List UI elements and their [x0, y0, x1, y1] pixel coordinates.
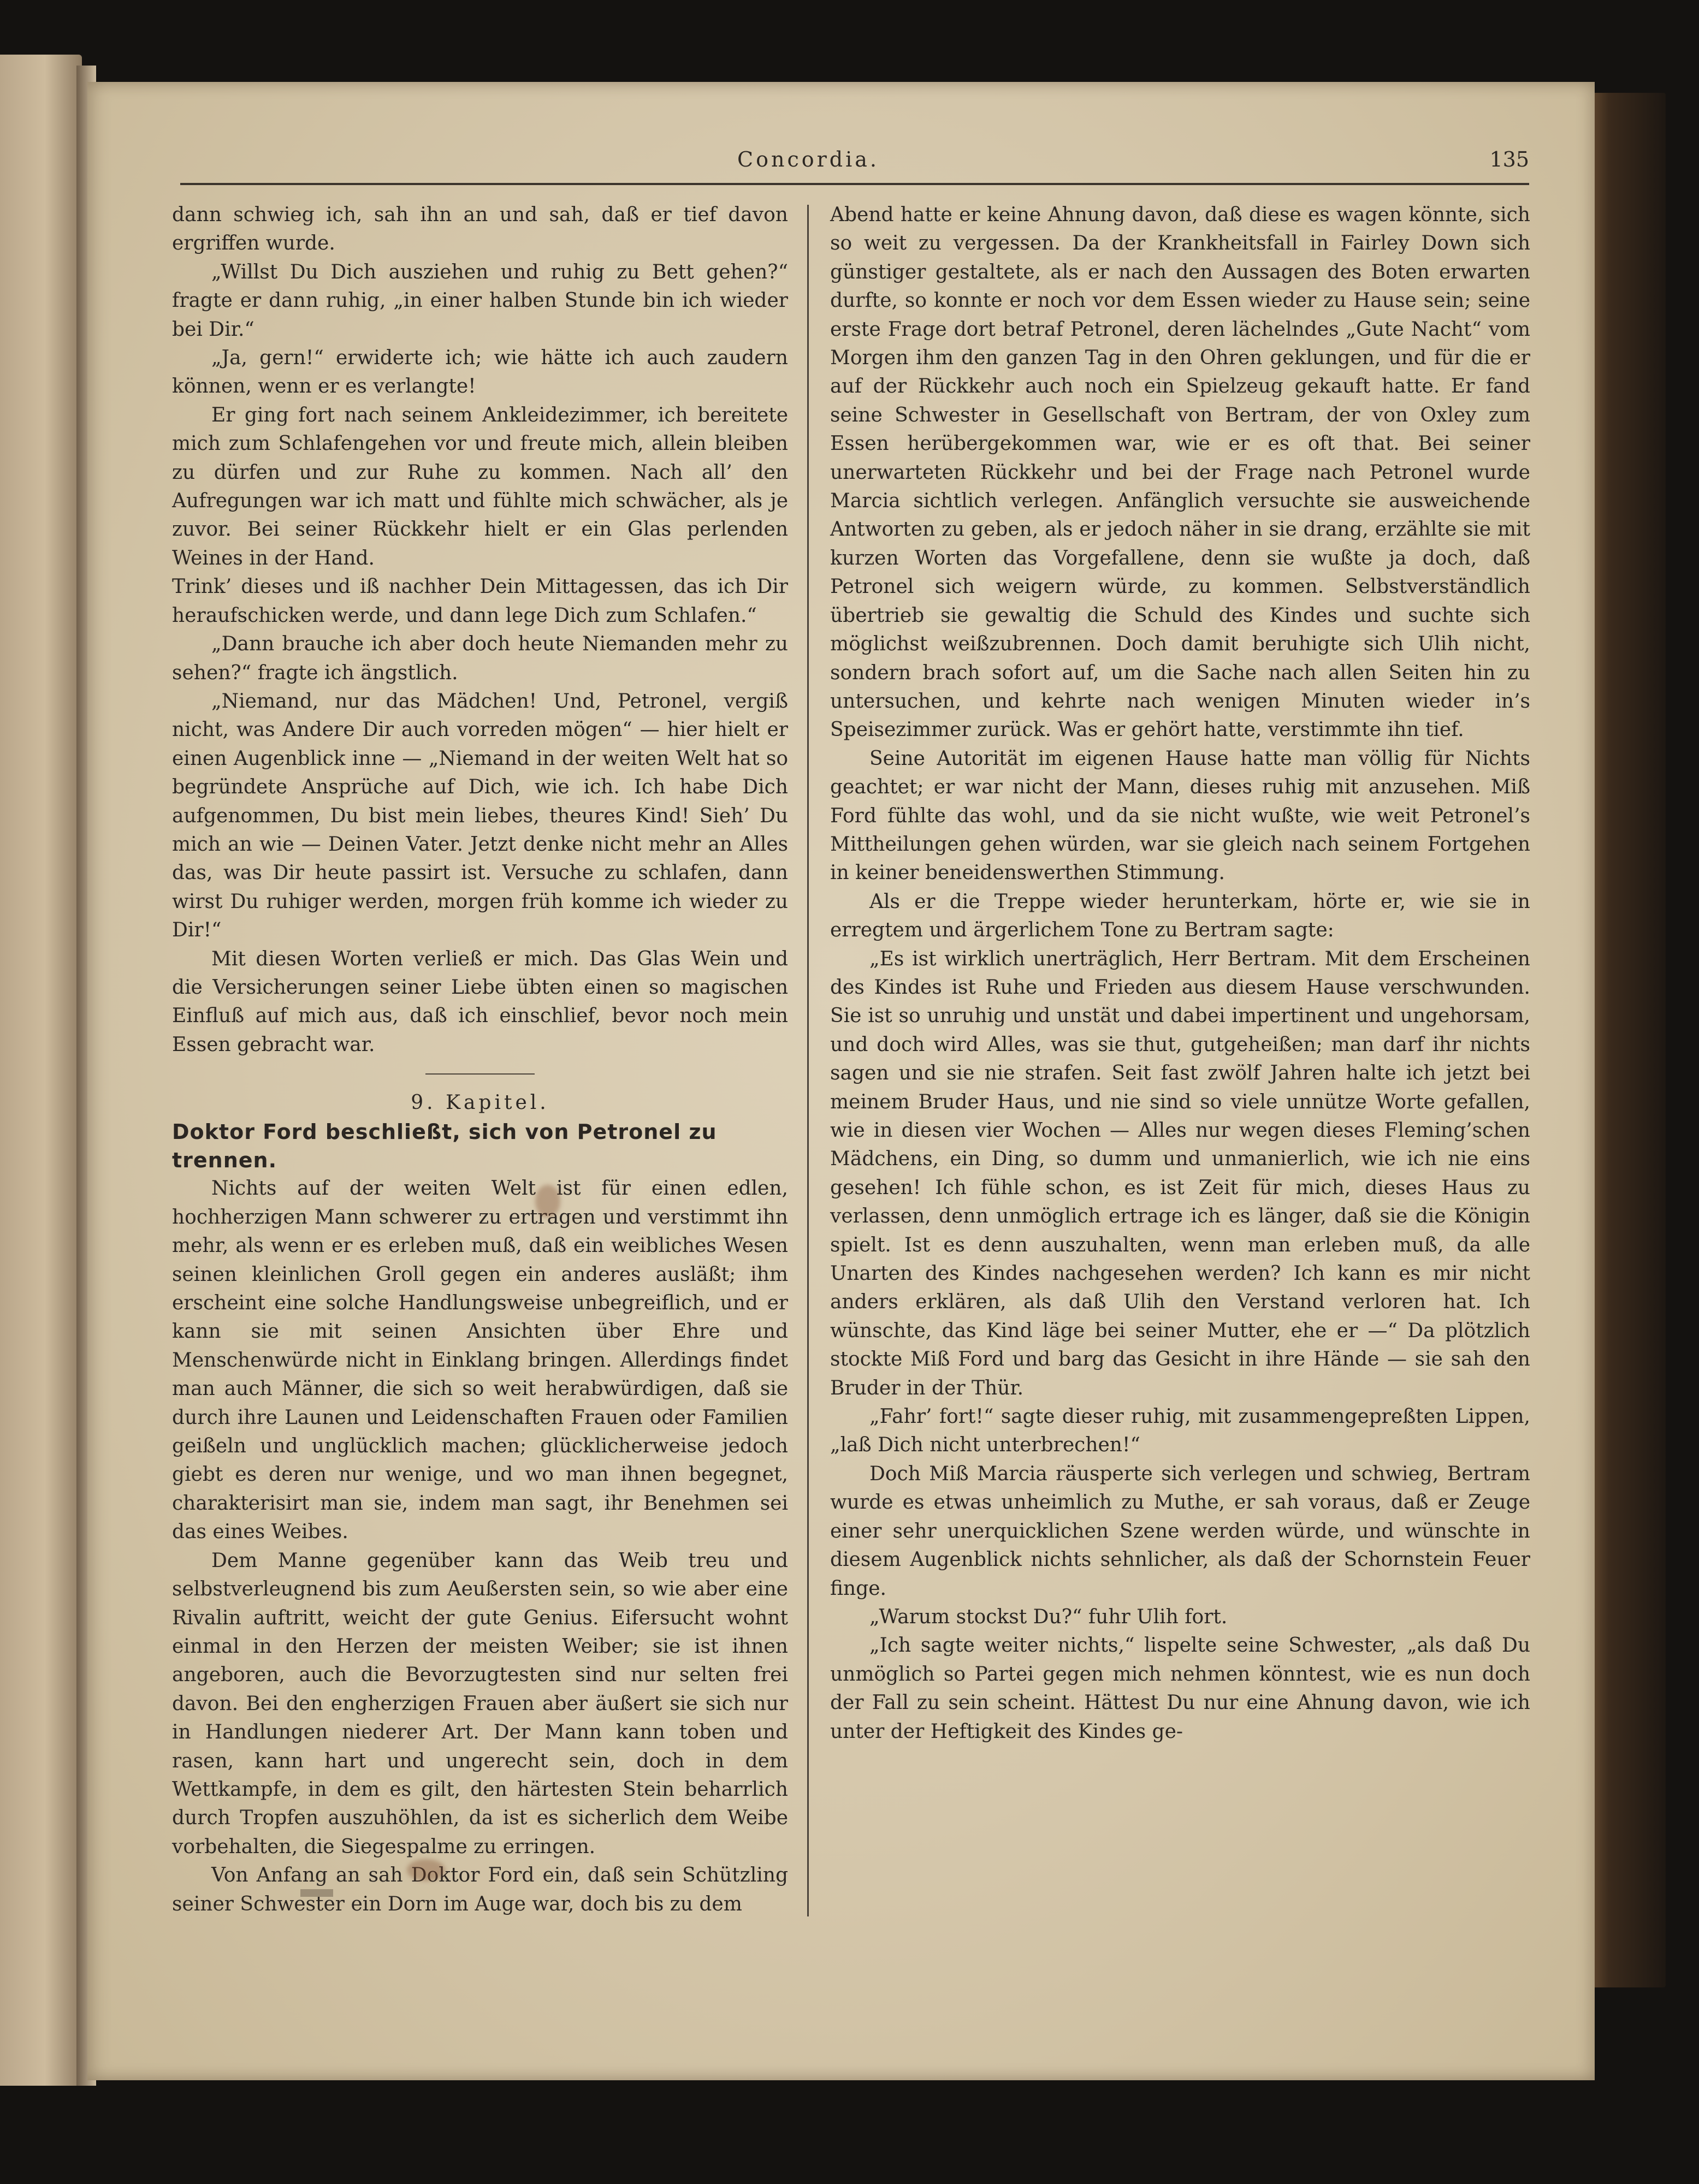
paragraph: Seine Autorität im eigenen Hause hatte man völlig für Nichts geachtet; er war nicht der Mann, dieses ruhig mit anzusehen. Miß Ford fühlte das wohl, und da sie nicht wußte, wie weit Petronel’s Mittheilungen gehen würden, war sie gleich nach seinem Fortgehen in keiner beneidenswerthen Stimmung. [830, 747, 1530, 885]
section-separator [425, 1073, 535, 1075]
right-column [830, 201, 1530, 1746]
paragraph: Als er die Treppe wieder herunterkam, hörte er, wie sie in erregtem und ärgerlichem Tone zu Bertram sagte: [830, 890, 1530, 942]
paragraph: „Willst Du Dich ausziehen und ruhig zu Bett gehen?“ fragte er dann ruhig, „in einer halben Stunde bin ich wieder bei Dir.“ [172, 260, 788, 341]
left-column [172, 201, 788, 1919]
running-title: Concordia. [737, 147, 879, 171]
paragraph: Abend hatte er keine Ahnung davon, daß diese es wagen könnte, sich so weit zu vergessen. Da der Krankheitsfall in Fairley Down sich günstiger gestaltete, als er nach den Aussagen des Boten erwarten durfte, so konnte er noch vor dem Essen wieder zu Hause sein; seine erste Frage dort betraf Petronel, deren lächelndes „Gute Nacht“ vom Morgen ihm den ganzen Tag in den Ohren geklungen, und für die er auf der Rückkehr auch noch ein Spielzeug gekauft hatte. Er fand seine Schwester in Gesellschaft von Bertram, der von Oxley zum Essen herübergekommen war, wie er es oft that. Bei seiner unerwarteten Rückkehr und bei der Frage nach Petronel wurde Marcia sichtlich verlegen. Anfänglich versuchte sie ausweichende Antworten zu geben, als er jedoch näher in sie drang, erzählte sie mit kurzen Worten das Vorgefallene, denn sie wußte ja doch, daß Petronel sich weigern würde, zu kommen. Selbstverständlich übertrieb sie gewaltig die Schuld des Kindes und suchte sich möglichst weißzubrennen. Doch damit beruhigte sich Ulih nicht, sondern brach sofort auf, um die Sache nach allen Seiten hin zu untersuchen, und kehrte nach wenigen Minuten wieder in’s Speisezimmer zurück. Was er gehört hatte, verstimmte ihn tief. [830, 204, 1530, 741]
page-number: 135 [1489, 147, 1529, 171]
facing-page-edge [0, 55, 82, 2086]
page-mark [300, 1889, 333, 1897]
paragraph: „Warum stockst Du?“ fuhr Ulih fort. [869, 1605, 1228, 1628]
paragraph: Nichts auf der weiten Welt ist für einen edlen, hochherzigen Mann schwerer zu ertragen und verstimmt ihn mehr, als wenn er es erleben muß, daß ein weibliches Wesen seinen kleinlichen Groll gegen ein anderes ausläßt; ihm erscheint eine solche Handlungsweise unbegreiflich, und er kann sie mit seinen Ansichten über Ehre und Menschenwürde nicht in Einklang bringen. Allerdings findet man auch Männer, die sich so weit herabwürdigen, daß sie durch ihre Launen und Leidenschaften Frauen oder Familien geißeln und unglücklich machen; glücklicherweise jedoch giebt es deren nur wenige, und wo man ihnen begegnet, charakterisirt man sie, indem man sagt, ihr Benehmen sei das eines Weibes. [172, 1177, 788, 1544]
paragraph: „Niemand, nur das Mädchen! Und, Petronel, vergiß nicht, was Andere Dir auch vorreden mögen“ — hier hielt er einen Augenblick inne — „Niemand in der weiten Welt hat so begründete Ansprüche auf Dich, wie ich. Ich habe Dich aufgenommen, Du bist mein liebes, theures Kind! Sieh’ Du mich an wie — Deinen Vater. Jetzt denke nicht mehr an Alles das, was Dir heute passirt ist. Versuche zu schlafen, dann wirst Du ruhiger werden, morgen früh komme ich wieder zu Dir!“ [172, 690, 788, 942]
paper-stain [535, 1185, 560, 1218]
paragraph: Mit diesen Worten verließ er mich. Das Glas Wein und die Versicherungen seiner Liebe übten einen so magischen Einfluß auf mich aus, daß ich einschlief, bevor noch mein Essen gebracht war. [172, 947, 788, 1056]
header-rule [180, 183, 1529, 185]
paragraph: Doch Miß Marcia räusperte sich verlegen und schwieg, Bertram wurde es etwas unheimlich zu Muthe, er sah voraus, daß er Zeuge einer sehr unerquicklichen Szene werden würde, und wünschte in diesem Augenblick nichts sehnlicher, als daß der Schornstein Feuer finge. [830, 1462, 1530, 1600]
paragraph: „Ja, gern!“ erwiderte ich; wie hätte ich auch zaudern können, wenn er es verlangte! [172, 347, 788, 398]
paragraph: „Es ist wirklich unerträglich, Herr Bertram. Mit dem Erscheinen des Kindes ist Ruhe und Frieden aus diesem Hause verschwunden. Sie ist so unruhig und unstät und dabei impertinent und ungehorsam, und doch wird Alles, was sie thut, gutgeheißen; man darf ihr nichts sagen und sie nie strafen. Seit fast zwölf Jahren halte ich jetzt bei meinem Bruder Haus, und nie sind so viele unnütze Worte gefallen, wie in diesen vier Wochen — Alles nur wegen dieses Fleming’schen Mädchens, ein Ding, so dumm und unmanierlich, wie ich nie eins gesehen! Ich fühle schon, es ist Zeit für mich, dieses Haus zu verlassen, denn unmöglich ertrage ich es länger, daß sie die Königin spielt. Ist es denn auszuhalten, wenn man erleben muß, da alle Unarten des Kindes nachgesehen werden? Ich kann es mir nicht anders erklären, als daß Ulih den Verstand verloren hat. Ich wünschte, das Kind läge bei seiner Mutter, ehe er —“ Da plötzlich stockte Miß Ford und barg das Gesicht in ihre Hände — sie sah den Bruder in der Thür. [830, 947, 1530, 1399]
book-page [87, 82, 1595, 2080]
paragraph: Dem Manne gegenüber kann das Weib treu und selbstverleugnend bis zum Aeußersten sein, so wie aber eine Rivalin auftritt, weicht der gute Genius. Eifersucht wohnt einmal in den Herzen der meisten Weiber; sie ist ihnen angeboren, auch die Bevorzugtesten sind nur selten frei davon. Bei den engherzigen Frauen aber äußert sie sich nur in Handlungen niederer Art. Der Mann kann toben und rasen, kann hart und ungerecht sein, doch in dem Wettkampfe, in dem es gilt, den härtesten Stein beharrlich durch Tropfen auszuhöhlen, da ist es sicherlich dem Weibe vorbehalten, die Siegespalme zu erringen. [172, 1549, 788, 1858]
paragraph: „Fahr’ fort!“ sagte dieser ruhig, mit zusammengepreßten Lippen, „laß Dich nicht unterbrechen!“ [830, 1405, 1530, 1457]
chapter-number: 9. Kapitel. [411, 1091, 549, 1114]
paper-stain [407, 1859, 445, 1881]
paragraph: Trink’ dieses und iß nachher Dein Mittagessen, das ich Dir heraufschicken werde, und dann lege Dich zum Schlafen.“ [172, 575, 788, 627]
paragraph: „Dann brauche ich aber doch heute Niemanden mehr zu sehen?“ fragte ich ängstlich. [172, 633, 788, 684]
chapter-title: Doktor Ford beschließt, sich von Petronel zu trennen. [172, 1119, 717, 1172]
paragraph: Er ging fort nach seinem Ankleidezimmer, ich bereitete mich zum Schlafengehen vor und freute mich, allein bleiben zu dürfen und zur Ruhe zu kommen. Nach all’ den Aufregungen war ich matt und fühlte mich schwächer, als je zuvor. Bei seiner Rückkehr hielt er ein Glas perlenden Weines in der Hand. [172, 403, 788, 569]
paragraph: „Ich sagte weiter nichts,“ lispelte seine Schwester, „als daß Du unmöglich so Partei gegen mich nehmen könntest, wie es nun doch der Fall zu sein scheint. Hättest Du nur eine Ahnung davon, wie ich unter der Heftigkeit des Kindes ge- [830, 1634, 1530, 1743]
paragraph: Von Anfang an sah Doktor Ford ein, daß sein Schützling seiner Schwester ein Dorn im Auge war, doch bis zu dem [172, 1864, 788, 1915]
column-rule [807, 205, 809, 1916]
paragraph: dann schwieg ich, sah ihn an und sah, daß er tief davon ergriffen wurde. [172, 204, 788, 255]
